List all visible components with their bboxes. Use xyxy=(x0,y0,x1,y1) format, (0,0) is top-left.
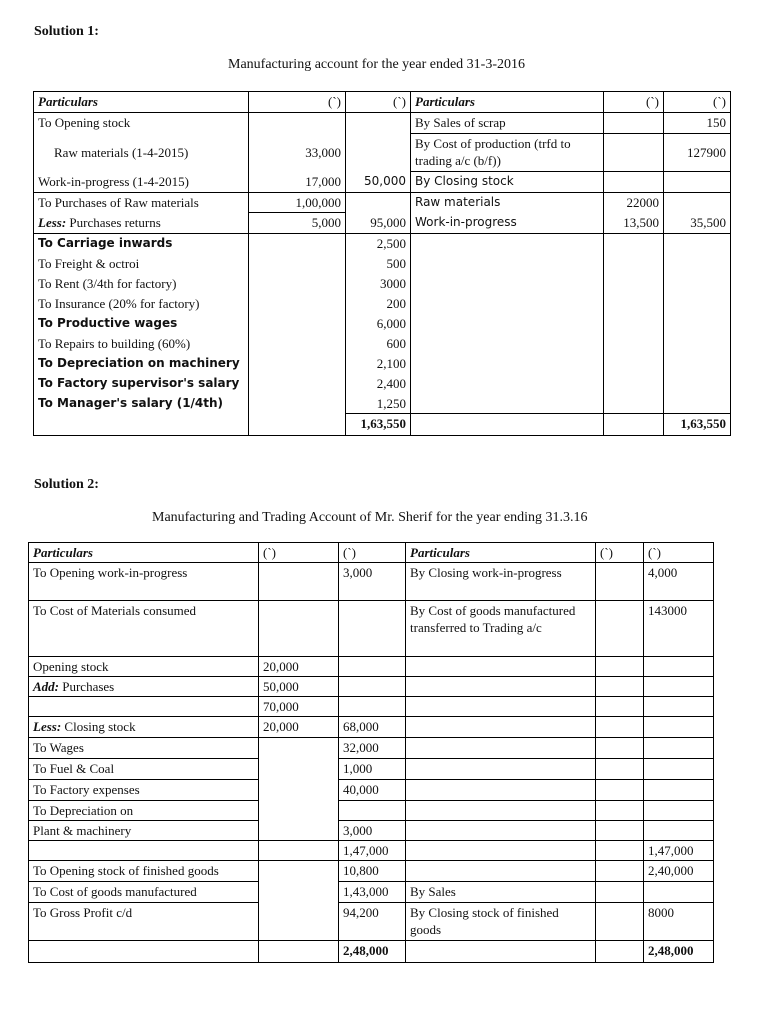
left-label: To Freight & octroi xyxy=(34,254,249,274)
left-label: To Repairs to building (60%) xyxy=(34,334,249,354)
right-label: By Sales xyxy=(406,882,596,903)
table-row xyxy=(29,861,714,882)
add-prefix: Add: xyxy=(33,679,59,694)
table-header-row xyxy=(29,543,714,563)
left-amount-a: 17,000 xyxy=(249,172,346,193)
add-label: Purchases xyxy=(59,679,115,694)
left-amount-a xyxy=(249,113,346,134)
left-amount-b: 95,000 xyxy=(346,213,411,234)
left-amount-b: 2,500 xyxy=(346,234,411,254)
left-amount-b: 3,000 xyxy=(339,563,406,601)
left-amount-b: 68,000 xyxy=(339,717,406,738)
right-label: By Cost of goods manufactured transferred to Trading a/c xyxy=(406,601,596,657)
header-amount-2: (`) xyxy=(346,92,411,113)
header-particulars-left: Particulars xyxy=(29,543,259,563)
left-label: To Depreciation on xyxy=(29,801,259,821)
left-label: Plant & machinery xyxy=(29,821,259,841)
right-label: By Closing work-in-progress xyxy=(406,563,596,601)
left-label xyxy=(29,717,259,738)
right-label: By Sales of scrap xyxy=(411,113,604,134)
table-row xyxy=(34,213,731,234)
solution-2-title: Manufacturing and Trading Account of Mr. Sherif for the year ending 31.3.16 xyxy=(152,510,588,525)
right-empty-cell xyxy=(604,234,664,414)
solution-1-title: Manufacturing account for the year ended 31-3-2016 xyxy=(228,57,525,72)
left-empty-cell xyxy=(259,738,339,841)
total-left: 1,63,550 xyxy=(346,414,411,436)
left-amount-a xyxy=(249,394,346,414)
left-amount-a xyxy=(249,354,346,374)
table-row xyxy=(29,717,714,738)
right-amount-a xyxy=(604,172,664,193)
header-particulars-right: Particulars xyxy=(411,92,604,113)
left-amount-b: 3,000 xyxy=(339,821,406,841)
left-amount-b: 2,100 xyxy=(346,354,411,374)
left-amount-b: 1,43,000 xyxy=(339,882,406,903)
left-amount-a: 33,000 xyxy=(249,134,346,172)
left-label: Work-in-progress (1-4-2015) xyxy=(34,172,249,193)
left-label: To Depreciation on machinery xyxy=(34,354,249,374)
header-amount-1: (`) xyxy=(259,543,339,563)
left-amount-b: 2,400 xyxy=(346,374,411,394)
less-label: Closing stock xyxy=(61,719,136,734)
left-label xyxy=(34,213,249,234)
left-label: To Factory supervisor's salary xyxy=(34,374,249,394)
right-amount-b xyxy=(664,193,731,213)
right-amount-a: 13,500 xyxy=(604,213,664,234)
table-row xyxy=(29,677,714,697)
left-amount-a: 20,000 xyxy=(259,657,339,677)
header-amount-3: (`) xyxy=(596,543,644,563)
left-amount-a: 50,000 xyxy=(259,677,339,697)
left-amount-a xyxy=(259,601,339,657)
total-right: 1,63,550 xyxy=(664,414,731,436)
manufacturing-account-table xyxy=(33,91,731,436)
table-row xyxy=(34,172,731,193)
less-prefix: Less: xyxy=(33,719,62,734)
left-amount-b: 3000 xyxy=(346,274,411,294)
right-amount-b: 2,40,000 xyxy=(644,861,714,882)
right-amount-b xyxy=(664,172,731,193)
table-row xyxy=(29,903,714,941)
left-label: To Opening stock of finished goods xyxy=(29,861,259,882)
right-amount-a xyxy=(596,563,644,601)
solution-1-heading: Solution 1: xyxy=(34,24,99,39)
right-amount-b: 8000 xyxy=(644,903,714,941)
left-amount-a: 70,000 xyxy=(259,697,339,717)
table-row xyxy=(29,841,714,861)
left-label: To Opening work-in-progress xyxy=(29,563,259,601)
left-amount-b: 1,000 xyxy=(339,759,406,780)
table-row xyxy=(34,113,731,134)
left-label: To Fuel & Coal xyxy=(29,759,259,780)
left-label: To Productive wages xyxy=(34,314,249,334)
left-amount-a xyxy=(249,314,346,334)
right-amount-a xyxy=(596,601,644,657)
right-amount-a xyxy=(604,134,664,172)
right-amount-b: 143000 xyxy=(644,601,714,657)
left-amount-b xyxy=(346,193,411,213)
right-amount-b: 150 xyxy=(664,113,731,134)
table-row xyxy=(29,601,714,657)
manufacturing-trading-account-table xyxy=(28,542,714,963)
left-amount-a xyxy=(249,294,346,314)
table-row xyxy=(34,134,731,172)
left-label: To Insurance (20% for factory) xyxy=(34,294,249,314)
header-particulars-left: Particulars xyxy=(34,92,249,113)
left-amount-b xyxy=(339,657,406,677)
right-amount-a: 22000 xyxy=(604,193,664,213)
less-label: Purchases returns xyxy=(66,214,161,230)
header-particulars-right: Particulars xyxy=(406,543,596,563)
left-amount-a xyxy=(249,274,346,294)
right-label: By Closing stock of finished goods xyxy=(406,903,596,941)
left-amount-b: 94,200 xyxy=(339,903,406,941)
table-row xyxy=(29,759,714,780)
left-amount-b xyxy=(339,601,406,657)
left-amount-a xyxy=(249,254,346,274)
left-amount-b xyxy=(339,677,406,697)
left-amount-b: 200 xyxy=(346,294,411,314)
right-amount-b: 4,000 xyxy=(644,563,714,601)
table-row xyxy=(29,821,714,841)
right-label: By Closing stock xyxy=(411,172,604,193)
left-amount-b xyxy=(346,134,411,172)
left-label: To Wages xyxy=(29,738,259,759)
header-amount-4: (`) xyxy=(644,543,714,563)
table-row xyxy=(29,780,714,801)
left-amount-a: 5,000 xyxy=(249,213,346,234)
table-row xyxy=(29,738,714,759)
left-label: To Gross Profit c/d xyxy=(29,903,259,941)
left-amount-a xyxy=(259,563,339,601)
table-row xyxy=(29,563,714,601)
table-row xyxy=(29,657,714,677)
table-row xyxy=(29,801,714,821)
left-amount-b: 6,000 xyxy=(346,314,411,334)
left-amount-a xyxy=(249,334,346,354)
total-left: 2,48,000 xyxy=(339,941,406,963)
left-amount-a xyxy=(249,234,346,254)
left-label xyxy=(29,677,259,697)
left-amount-b: 500 xyxy=(346,254,411,274)
left-amount-b xyxy=(346,113,411,134)
left-label: To Opening stock xyxy=(34,113,249,134)
table-header-row xyxy=(34,92,731,113)
left-label: Raw materials (1-4-2015) xyxy=(34,134,249,172)
right-empty-cell xyxy=(664,234,731,414)
header-amount-1: (`) xyxy=(249,92,346,113)
left-label: To Cost of goods manufactured xyxy=(29,882,259,903)
left-amount-b: 1,250 xyxy=(346,394,411,414)
left-label: To Rent (3/4th for factory) xyxy=(34,274,249,294)
header-amount-3: (`) xyxy=(604,92,664,113)
table-row xyxy=(34,234,731,254)
total-row xyxy=(29,941,714,963)
right-amount-b: 35,500 xyxy=(664,213,731,234)
left-amount-a: 1,00,000 xyxy=(249,193,346,213)
left-label: Opening stock xyxy=(29,657,259,677)
header-amount-2: (`) xyxy=(339,543,406,563)
right-amount-b: 1,47,000 xyxy=(644,841,714,861)
table-row xyxy=(29,697,714,717)
left-amount-b: 600 xyxy=(346,334,411,354)
left-amount-a xyxy=(249,374,346,394)
right-label: Work-in-progress xyxy=(411,213,604,234)
left-label: To Purchases of Raw materials xyxy=(34,193,249,213)
less-prefix: Less: xyxy=(38,214,67,230)
left-amount-b: 32,000 xyxy=(339,738,406,759)
right-label: Raw materials xyxy=(411,193,604,213)
right-empty-cell xyxy=(411,234,604,414)
left-amount-b: 1,47,000 xyxy=(339,841,406,861)
left-amount-a: 20,000 xyxy=(259,717,339,738)
total-right: 2,48,000 xyxy=(644,941,714,963)
header-amount-4: (`) xyxy=(664,92,731,113)
left-amount-b: 50,000 xyxy=(346,172,411,193)
left-label: To Cost of Materials consumed xyxy=(29,601,259,657)
right-label: By Cost of production (trfd to trading a/c (b/f)) xyxy=(411,134,604,172)
left-label: To Manager's salary (1/4th) xyxy=(34,394,249,414)
left-label: To Factory expenses xyxy=(29,780,259,801)
left-amount-b: 10,800 xyxy=(339,861,406,882)
table-row xyxy=(34,193,731,213)
right-amount-b: 127900 xyxy=(664,134,731,172)
right-amount-a xyxy=(604,113,664,134)
left-label: To Carriage inwards xyxy=(34,234,249,254)
left-amount-b: 40,000 xyxy=(339,780,406,801)
table-row xyxy=(29,882,714,903)
solution-2-heading: Solution 2: xyxy=(34,477,99,492)
total-row xyxy=(34,414,731,436)
